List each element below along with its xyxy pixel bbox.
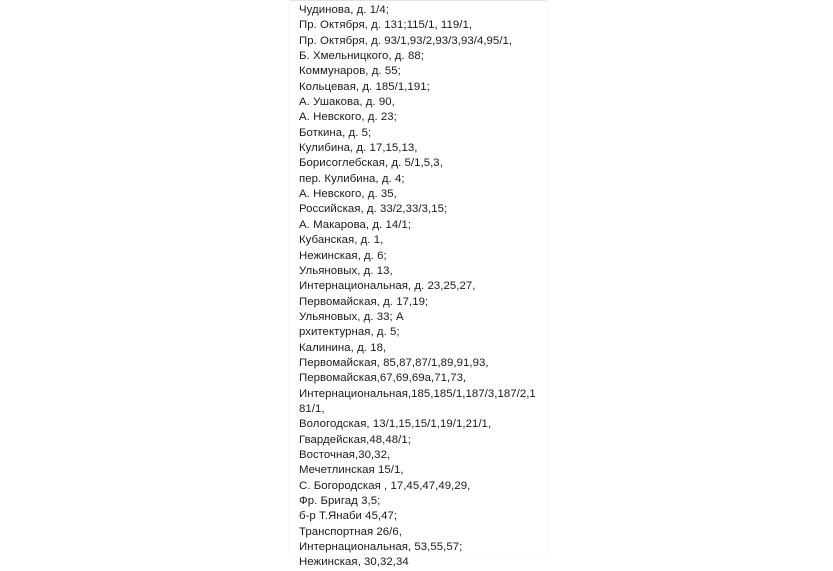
address-line: Российская, д. 33/2,33/3,15; (299, 203, 448, 216)
address-line: Интернациональная,185,185/1,187/3,187/2,1 (299, 387, 536, 400)
address-list (299, 3, 536, 571)
address-line: Восточная,30,32, (299, 448, 391, 461)
address-line: Мечетлинская 15/1, (299, 464, 404, 477)
address-line: Кубанская, д. 1, (299, 234, 384, 247)
address-line: Кулибина, д. 17,15,13, (299, 142, 418, 155)
address-line: Нежинская, 30,32,34 (299, 556, 409, 569)
address-line: Фр. Бригад 3,5; (299, 495, 381, 507)
address-line: пер. Кулибина, д. 4; (299, 172, 405, 185)
address-line: Коммунаров, д. 55; (299, 65, 401, 78)
address-line: рхитектурная, д. 5; (299, 326, 400, 339)
top-divider (290, 0, 546, 1)
address-line: Б. Хмельницкого, д. 88; (299, 50, 424, 63)
address-line: С. Богородская , 17,45,47,49,29, (299, 479, 471, 492)
address-line: Интернациональная, 53,55,57; (299, 541, 463, 554)
address-line: Пр. Октября, д. 93/1,93/2,93/3,93/4,95/1, (299, 34, 513, 47)
address-line: Ульяновых, д. 33; А (299, 310, 404, 323)
address-line: А. Невского, д. 23; (299, 111, 397, 124)
address-line: Боткина, д. 5; (299, 126, 372, 139)
address-line: Первомайская,67,69,69а,71,73, (299, 372, 467, 385)
address-line: Кольцевая, д. 185/1,191; (299, 80, 430, 93)
address-line: Калинина, д. 18, (299, 341, 387, 354)
address-line: б-р Т.Янаби 45,47; (299, 510, 398, 523)
address-line: А. Ушакова, д. 90, (299, 96, 395, 109)
address-line: Пр. Октября, д. 131;115/1, 119/1, (299, 19, 473, 32)
address-line: Нежинская, д. 6; (299, 249, 387, 262)
address-line: А. Невского, д. 35, (299, 188, 397, 201)
address-line: 81/1, (299, 402, 325, 415)
address-line: Борисоглебская, д. 5/1,5,3, (299, 157, 443, 170)
address-line: Интернациональная, д. 23,25,27, (299, 280, 476, 293)
address-line: Транспортная 26/6, (299, 525, 402, 538)
address-line: Ульяновых, д. 13, (299, 264, 393, 277)
address-line: Чудинова, д. 1/4; (299, 4, 389, 16)
address-line: Первомайская, д. 17,19; (299, 295, 429, 308)
address-line: Вологодская, 13/1,15,15/1,19/1,21/1, (299, 418, 492, 431)
address-line: Гвардейская,48,48/1; (299, 433, 411, 446)
address-line: А. Макарова, д. 14/1; (299, 218, 412, 231)
address-line: Первомайская, 85,87,87/1,89,91,93, (299, 356, 489, 369)
